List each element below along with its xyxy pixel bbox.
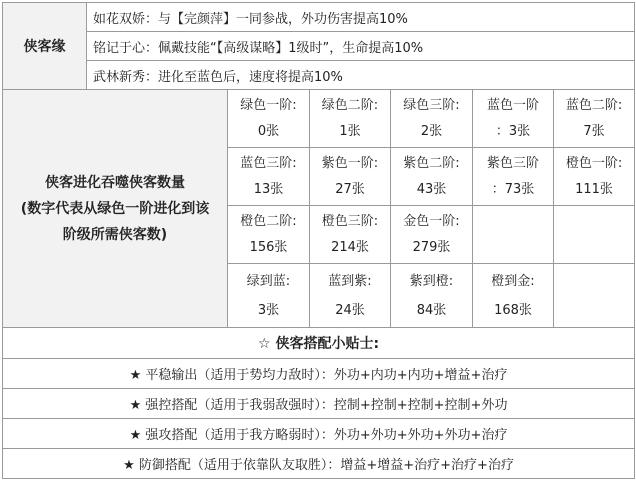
evolution-cell: 蓝色三阶: 13张: [228, 148, 310, 206]
evolution-cell: 橙色二阶: 156张: [228, 206, 310, 264]
evolution-cell: 绿色二阶: 1张: [310, 90, 391, 148]
tips-title: ☆ 侠客搭配小贴士:: [3, 328, 635, 359]
tip-row: ★ 防御搭配（适用于依靠队友取胜）：增益+增益+治疗+治疗+治疗: [3, 449, 635, 479]
character-info-table: [2, 2, 635, 479]
fate-section-label: 侠客缘: [3, 3, 87, 90]
fate-row: 武林新秀：进化至蓝色后，速度将提高10%: [87, 61, 635, 90]
evolution-label-line: (数字代表从绿色一阶进化到该: [20, 200, 210, 217]
evolution-cell: 蓝色一阶 ：3张: [473, 90, 554, 148]
evolution-section-label: [3, 90, 228, 328]
evolution-cell: 橙色三阶: 214张: [310, 206, 391, 264]
evolution-label-line: 阶级所需侠客数): [62, 226, 168, 243]
evolution-cell: 橙色一阶: 111张: [554, 148, 635, 206]
evolution-cell: 紫色三阶 ：73张: [473, 148, 554, 206]
tip-row: ★ 强控搭配（适用于我弱敌强时）：控制+控制+控制+控制+外功: [3, 389, 635, 419]
evolution-cell-empty: [554, 264, 635, 328]
evolution-total-cell: 紫到橙: 84张: [391, 264, 473, 328]
evolution-total-cell: 蓝到紫: 24张: [310, 264, 391, 328]
evolution-cell: 绿色一阶: 0张: [228, 90, 310, 148]
fate-row: 铭记于心：佩戴技能“【高级谋略】1级时”，生命提高10%: [87, 32, 635, 61]
evolution-cell: 蓝色二阶: 7张: [554, 90, 635, 148]
evolution-total-cell: 橙到金: 168张: [473, 264, 554, 328]
evolution-cell: 紫色一阶: 27张: [310, 148, 391, 206]
evolution-total-cell: 绿到蓝: 3张: [228, 264, 310, 328]
evolution-cell: 金色一阶: 279张: [391, 206, 473, 264]
evolution-cell: 绿色三阶: 2张: [391, 90, 473, 148]
evolution-cell: 紫色二阶: 43张: [391, 148, 473, 206]
evolution-label-line: 侠客进化吞噬侠客数量: [45, 174, 185, 191]
evolution-cell-empty: [554, 206, 635, 264]
evolution-cell-empty: [473, 206, 554, 264]
fate-row: 如花双娇：与【完颜萍】一同参战，外功伤害提高10%: [87, 3, 635, 32]
tip-row: ★ 强攻搭配（适用于我方略弱时）：外功+外功+外功+外功+治疗: [3, 419, 635, 449]
tip-row: ★ 平稳输出（适用于势均力敌时）：外功+内功+内功+增益+治疗: [3, 359, 635, 389]
